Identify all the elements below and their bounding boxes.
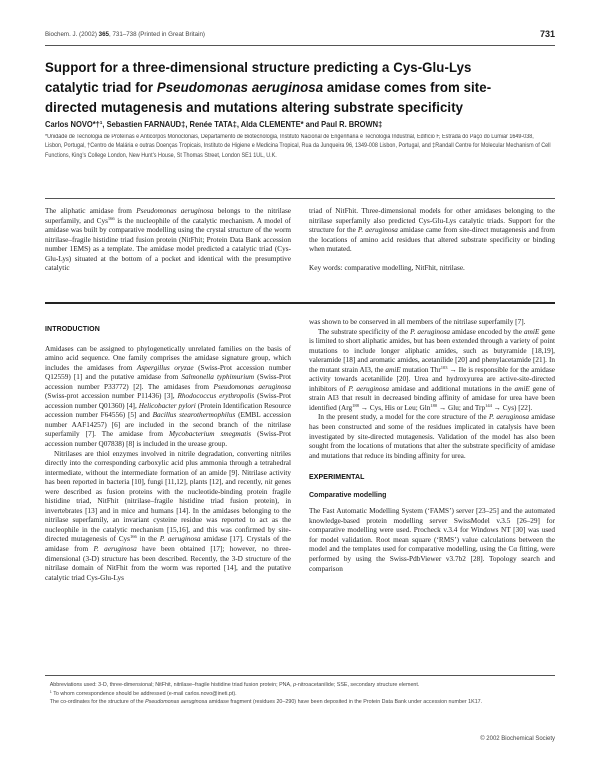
footnote-mark: 1 [49,688,52,694]
citation-line [45,31,205,38]
intro-paragraph-5 [309,413,555,461]
organism-name: P. aeruginosa [348,384,389,393]
organism-name: Mycobacterium smegmatis [169,430,252,439]
organism-name: P. aeruginosa [159,535,201,544]
gene-name: amiE [385,365,401,374]
text: (Swiss-Prot accession number P33772) [2]. The amidases from [45,373,291,391]
abstract-paragraph [309,207,555,255]
text: (Protein Identification Resource accession number F64556) [5] and [45,401,291,420]
journal-name: Biochem. J. (2002) [45,31,97,38]
text: amidase fragment (residues 20–290) have been deposited in the Protein Data Bank under accession number 1K17. [207,699,483,706]
title-text: Support for a three-dimensional structure predicting a Cys-Glu-Lys catalytic triad for [45,60,472,96]
footnote-coordinates [45,698,553,707]
keywords: Key words: comparative modelling, NitFhit, nitrilase. [309,264,465,273]
text: → Glu; and Trp [437,403,486,412]
intro-paragraph-4 [309,328,555,414]
abstract-paragraph [45,207,291,274]
footnote-correspondence [45,690,553,699]
title-text: amidase comes from site-directed mutagenesis and mutations altering substrate specificity [45,80,492,116]
page-number: 731 [539,29,555,39]
text: in the [136,535,160,544]
text: (Swiss-prot accession number P11436) [3], [45,392,178,401]
abstract-left-column [45,207,291,274]
section-heading-experimental: EXPERIMENTAL [309,474,365,482]
residue-number: 166 [107,215,115,221]
organism-name: P. aeruginosa [410,327,451,336]
text: is the nucleophile of the catalytic mechanism. A model of amidase was built by comparative modelling using the crystal structure of the worm nitrilase–fragile histidine triad fusion protein (NitFhit; Protein Data Bank accession number 1EMS) as a template. The amidase model predicted a catalytic triad (Cys-Glu-Lys) situated at the bottom of a pocket and identical with the presumptive catalytic [45,216,291,273]
organism-name: P. aeruginosa [357,226,398,235]
header-rule [45,45,555,46]
affiliations: *Unidade de Tecnologia de Proteínas e Anticorpos Monoclonais, Departamento de Biotecnologia, Instituto Nacional de Engenharia e Tecnologia Industrial, Edifício F, Estrada do Paço do Lumiar 1649-038, Lisbon, Portugal, †Centro de Malária e outras Doenças Tropicais, Instituto de Higiene e Medicina Tropical, Rua da Junqueira 96, 1349-008 Lisbon, Portugal, and ‡Randall Centre for Molecular Mechanism of Cell Functions, King’s College London, New Hunt’s House, St Thomas Street, London SE1 1UL, U.K. [45,134,551,159]
residue-number: 166 [130,534,137,540]
text: genes were described as fusion proteins with the nucleotide-binding protein fragile histidine triad, NitFhit (nitrilase–fragile histidine triad fusion protein), in invertebrates [13] and in mice and humans [14]. In the amidases belonging to the nitrilase superfamily, an invariant cysteine residue was reported to act as the nucleophile in the catalytic mechanism [15,16], and this was confirmed by site-directed mutagenesis of Cys [45,478,291,544]
residue-number: 180 [430,402,438,408]
residue-number: 188 [352,402,359,408]
intro-paragraph-2 [45,450,291,584]
organism-name: P. aeruginosa [488,413,530,422]
body-left-column [45,325,291,583]
section-heading-introduction: INTRODUCTION [45,326,100,333]
text: -nitroacetanilide; SSE, secondary structure element. [296,682,420,688]
copyright-notice: © 2002 Biochemical Society [480,736,555,742]
text: Amidases can be assigned to phylogenetically unrelated families on the basis of amino acid sequence. One family comprises the amidase signature group, which includes the amidases from [45,344,291,372]
experimental-paragraph-1: The Fast Automatic Modelling System (‘FAMS’) server [23–25] and the automated knowledge-based protein modelling server SwissModel v.3.5 [26–29] for comparative modelling were used. Procheck v.3.4 for Windows NT [30] was used for model validation. Root mean square (‘RMS’) value calculations between the model and the templates used for comparative modelling, using the Cα fitting, were performed by using the Swiss-PdbViewer v3.7b2 [28]. Topology search and comparison [309,507,555,573]
organism-name: Rhodococcus erythropolis [177,392,255,401]
text: → Cys, His or Leu; Gln [358,403,431,412]
text: p [293,682,297,688]
text: The substrate specificity of the [318,327,411,336]
text: amidase encoded by the [450,327,525,336]
intro-paragraph-3: was shown to be conserved in all members of the nitrilase superfamily [7]. [309,318,526,326]
text: (Swiss-Prot accession number Q12559) [1] and the putative amidase from [45,363,292,382]
organism-name: P. aeruginosa [93,545,137,554]
text: The aliphatic amidase from [45,207,137,215]
body-right-column [309,318,555,574]
footnotes [45,681,553,707]
organism-name: Salmonella typhimurium [181,373,255,382]
gene-name: amiE [514,384,530,393]
text: → Cys) [22]. [491,403,533,412]
intro-paragraph-1 [45,345,291,450]
text: amidase [17]. Crystals of the amidase from [45,535,291,554]
residue-number: 144 [485,402,492,408]
organism-name: Bacillus stearothermophilus [152,411,236,420]
text: Abbreviations used: 3-D, three-dimensional; NitFhit, nitrilase–fragile histidine triad fusion protein; PNA, [49,682,294,688]
text: The co-ordinates for the structure of the [49,699,146,706]
text: In the present study, a model for the core structure of the [318,413,489,422]
page-range: , 731–738 (Printed in Great Britain) [109,31,205,38]
text: gene of strain AI3 that result in decreased binding affinity of amidase for urea have been identified (Arg [309,384,555,412]
text: (Swiss-Prot accession number Q01360) [4], [45,392,292,410]
text: Nitrilases are thiol enzymes involved in nitrile degradation, converting nitriles directly into the corresponding carboxylic acid plus ammonia through a tetrahedral intermediate, without the intermediate formation of an amide [9]. Nitrilase activity has been reported in bacteria [10], fungi [11,12], plants [12], and recently, [45,449,291,487]
text: amidase has been constructed and some of the residues implicated in catalysis have been investigated by site-directed mutagenesis. Validation of the model has also been sought from the locations of mutations that alter the substrate specificity of amidase and mutations that reduce its binding affinity for urea. [309,413,555,460]
title-organism: Pseudomonas aeruginosa [156,80,324,96]
text: amidase came from site-direct mutagenesis and from the locations of amino acid residues that altered substrate specificity or binding when mutated. [309,226,555,254]
organism-name: Pseudomonas aeruginosa [145,699,208,706]
organism-name: Helicobacter pylori [138,401,196,410]
abstract-bottom-rule [45,302,555,304]
organism-name: Pseudomonas aeruginosa [213,382,291,391]
author-list: Carlos NOVO*†¹, Sebastien FARNAUD‡, Renée TATA‡, Alda CLEMENTE* and Paul R. BROWN‡ [45,119,383,129]
organism-name: Pseudomonas aeruginosa [136,207,214,215]
text: have been obtained [17]; however, no three-dimensional (3-D) structure has been described. Recently, the 3-D structure of the nitrilase domain of NitFhit from the worm was reported [14], and the putative catalytic triad Cys-Glu-Lys [45,545,291,582]
footnote-abbreviations [45,681,553,690]
text: To whom correspondence should be addressed (e-mail carlos.novo@ineti.pt). [53,690,237,697]
organism-name: Aspergillus oryzae [136,363,194,372]
gene-name: amiE [524,327,540,336]
abstract-right-column [309,207,555,274]
text: gene is limited to short aliphatic amides, but has been extended through a variety of point mutations to include longer aliphatic amides, such as butyramide [18,19], valeramide [18] and aromatic amides, acetanilide [20] and phenylacetamide [21]. In the mutant strain AI3, the [309,327,556,374]
subsection-heading-comparative-modelling: Comparative modelling [309,491,387,499]
gene-name: nit [264,478,273,487]
volume-number: 365 [98,31,109,38]
residue-number: 103 [440,364,448,370]
article-title [45,58,529,118]
text: triad of NitFhit. Three-dimensional models for other amidases belonging to the nitrilase superfamily also predicted Cys-Glu-Lys catalytic triads. Support for the structure for the [309,207,555,235]
text: (Swiss-Prot accession number Q07838) [8] is included in the urease group. [45,430,292,449]
text: (EMBL accession number AAF14257) [6] are included in the second branch of the nitrilase superfamily [7]. The amidase from [45,411,291,439]
text: amidase and additional mutations in the [388,384,515,393]
text: belongs to the nitrilase superfamily, and Cys [45,207,291,225]
text: → Ile is responsible for the amidase activity towards acetanilide [20]. Urea and hydroxyurea are active-site-directed inhibitors of [309,365,555,393]
footnote-rule [45,675,555,676]
running-head [45,29,555,41]
experimental-section [309,473,555,574]
abstract-top-rule [45,198,555,199]
text: mutation Thr [400,365,441,374]
